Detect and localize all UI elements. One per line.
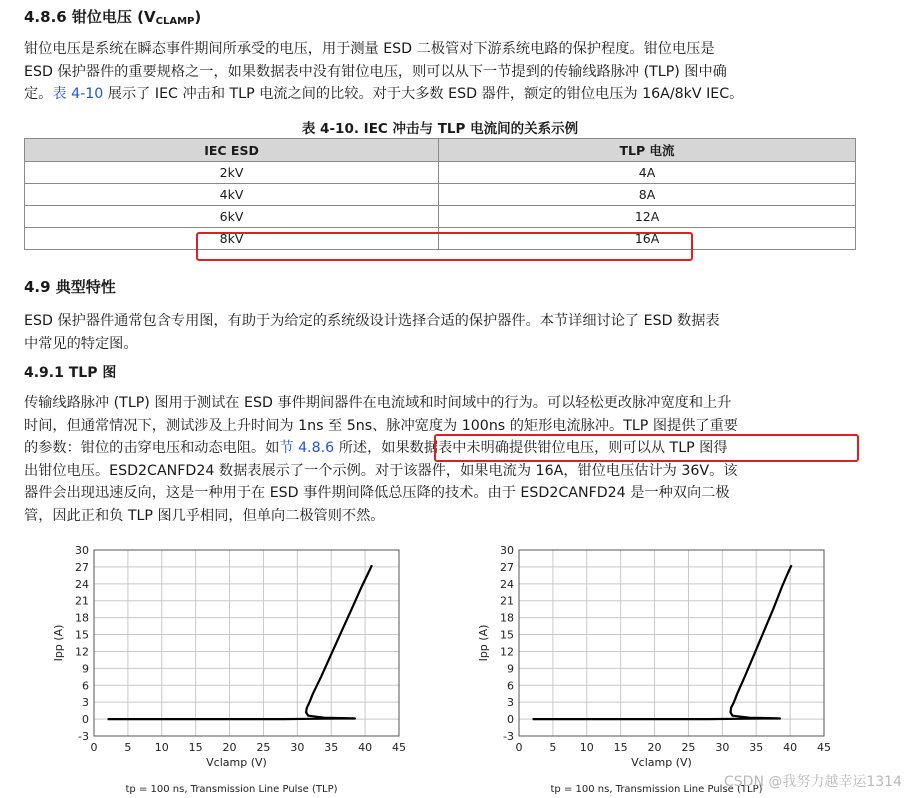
y-tick-label: 18 (75, 611, 89, 625)
x-tick-label: 40 (783, 741, 798, 754)
plot-frame (94, 550, 399, 736)
paragraph-line: 出钳位电压。ESD2CANFD24 数据表展示了一个示例。对于该器件，如果电流为 16A，钳位电压估计为 36V。该 (24, 462, 738, 479)
tlp-chart-left (40, 536, 440, 794)
text-run: 的参数：钳位的击穿电压和动态电阻。如 (24, 440, 280, 456)
chart-caption: tp = 100 ns, Transmission Line Pulse (TLP) (550, 784, 763, 794)
tlp-chart-left-container (40, 536, 440, 798)
x-tick-label: 15 (613, 741, 628, 754)
table-row (25, 162, 856, 184)
cell-tlp: 16A (439, 228, 856, 250)
chart-caption: tp = 100 ns, Transmission Line Pulse (TLP) (125, 784, 338, 794)
cell-tlp: 4A (439, 162, 856, 184)
x-axis-label: Vclamp (V) (206, 756, 267, 769)
y-axis-label: Ipp (A) (477, 624, 490, 662)
section-4-9-1-title: 4.9.1 TLP 图 (24, 365, 117, 381)
x-tick-label: 0 (90, 741, 98, 754)
text-run: 所述， (334, 440, 382, 456)
paragraph-line: ESD 保护器件的重要规格之一，如果数据表中没有钳位电压，则可以从下一节提到的传输线路脉冲 (TLP) 图中确 (24, 63, 727, 80)
y-tick-label: 24 (500, 577, 514, 591)
y-tick-label: -3 (503, 730, 514, 743)
y-tick-label: 6 (82, 679, 89, 693)
x-tick-label: 30 (715, 741, 730, 754)
x-tick-label: 20 (647, 741, 662, 754)
cell-tlp: 8A (439, 184, 856, 206)
x-tick-label: 40 (358, 741, 373, 754)
plot-frame (519, 550, 824, 736)
x-tick-label: 20 (222, 741, 237, 754)
x-tick-label: 45 (817, 741, 831, 754)
table-4-10-link[interactable]: 表 4-10 (52, 86, 104, 102)
x-axis-label: Vclamp (V) (631, 756, 692, 769)
table-caption: 表 4-10. IEC 冲击与 TLP 电流间的关系示例 (301, 121, 579, 137)
section-4-9-title: 4.9 典型特性 (24, 278, 116, 296)
x-tick-label: 35 (324, 741, 339, 754)
x-tick-label: 25 (256, 741, 271, 754)
paragraph-line (24, 83, 859, 106)
y-tick-label: 27 (75, 560, 89, 574)
cell-iec: 4kV (25, 184, 439, 206)
x-tick-label: 5 (124, 741, 132, 754)
x-tick-label: 30 (290, 741, 305, 754)
y-tick-label: 0 (507, 713, 514, 727)
cell-iec: 8kV (25, 228, 439, 250)
y-tick-label: 24 (75, 577, 89, 591)
x-tick-label: 25 (681, 741, 696, 754)
section-4-9-paragraph (24, 310, 859, 355)
paragraph-line: 时间，但通常情况下，测试涉及上升时间为 1ns 至 5ns、脉冲宽度为 100ns 的矩形电流脉冲。TLP 图提供了重要 (24, 417, 738, 434)
tlp-chart-right (465, 536, 865, 794)
y-tick-label: 9 (507, 662, 514, 676)
y-tick-label: 30 (500, 544, 514, 557)
table-row (25, 228, 856, 250)
y-tick-label: 15 (75, 628, 89, 642)
header-tlp-current: TLP 电流 (439, 139, 856, 162)
title-main: 4.8.6 钳位电压 (V (24, 8, 156, 26)
paragraph-line: 中常见的特定图。 (24, 335, 138, 352)
y-tick-label: 30 (75, 544, 89, 557)
cell-iec: 2kV (25, 162, 439, 184)
header-iec-esd: IEC ESD (25, 139, 439, 162)
paragraph-line: 管，因此正和负 TLP 图几乎相同，但单向二极管则不然。 (24, 507, 385, 524)
y-tick-label: 0 (82, 713, 89, 727)
iec-tlp-table (24, 138, 856, 250)
y-tick-label: 3 (507, 696, 514, 710)
paragraph-line: 器件会出现迅速反向，这是一种用于在 ESD 事件期间降低总压降的技术。由于 ESD2CANFD24 是一种双向二极 (24, 485, 730, 501)
section-4-8-6-title (24, 6, 201, 27)
highlighted-text: 如果数据表中未明确提供钳位电压，则可以从 TLP 图得 (381, 440, 728, 456)
y-tick-label: 12 (500, 645, 514, 659)
cell-iec: 6kV (25, 206, 439, 228)
text-run: 定。 (24, 86, 53, 102)
title-subscript: CLAMP (155, 16, 195, 27)
paragraph-line: 钳位电压是系统在瞬态事件期间所承受的电压，用于测量 ESD 二极管对下游系统电路的保护程度。钳位电压是 (24, 41, 715, 57)
title-end: ) (194, 8, 202, 26)
y-tick-label: 3 (82, 696, 89, 710)
x-tick-label: 10 (579, 741, 594, 754)
paragraph-line: 传输线路脉冲 (TLP) 图用于测试在 ESD 事件期间器件在电流域和时间域中的行为。可以轻松更改脉冲宽度和上升 (24, 395, 732, 411)
y-tick-label: 18 (500, 611, 514, 625)
y-tick-label: 15 (500, 628, 514, 642)
tlp-curve (533, 565, 792, 719)
x-tick-label: 5 (549, 741, 557, 754)
section-4-8-6-link[interactable]: 节 4.8.6 (279, 440, 335, 456)
y-axis-label: Ipp (A) (52, 624, 65, 662)
paragraph-line: ESD 保护器件通常包含专用图，有助于为给定的系统级设计选择合适的保护器件。本节详细讨论了 ESD 数据表 (24, 313, 720, 329)
table-row (25, 206, 856, 228)
y-tick-label: 21 (75, 594, 89, 608)
y-tick-label: 27 (500, 560, 514, 574)
table-row (25, 184, 856, 206)
x-tick-label: 15 (188, 741, 203, 754)
x-tick-label: 10 (154, 741, 169, 754)
y-tick-label: 9 (82, 662, 89, 676)
x-tick-label: 45 (392, 741, 406, 754)
y-tick-label: 21 (500, 594, 514, 608)
x-tick-label: 35 (749, 741, 764, 754)
cell-tlp: 12A (439, 206, 856, 228)
y-tick-label: -3 (78, 730, 89, 743)
section-4-9-1-paragraph (24, 392, 859, 527)
watermark: CSDN @我努力越幸运1314 (724, 774, 902, 790)
y-tick-label: 6 (507, 679, 514, 693)
y-tick-label: 12 (75, 645, 89, 659)
tlp-curve (108, 565, 372, 719)
paragraph-line (24, 437, 859, 460)
x-tick-label: 0 (515, 741, 523, 754)
tlp-chart-right-container (465, 536, 865, 798)
text-run: 展示了 IEC 冲击和 TLP 电流之间的比较。对于大多数 ESD 器件，额定的钳位电压为 16A/8kV IEC。 (103, 86, 744, 102)
table-header-row (25, 139, 856, 162)
section-4-8-6-paragraph (24, 38, 859, 106)
